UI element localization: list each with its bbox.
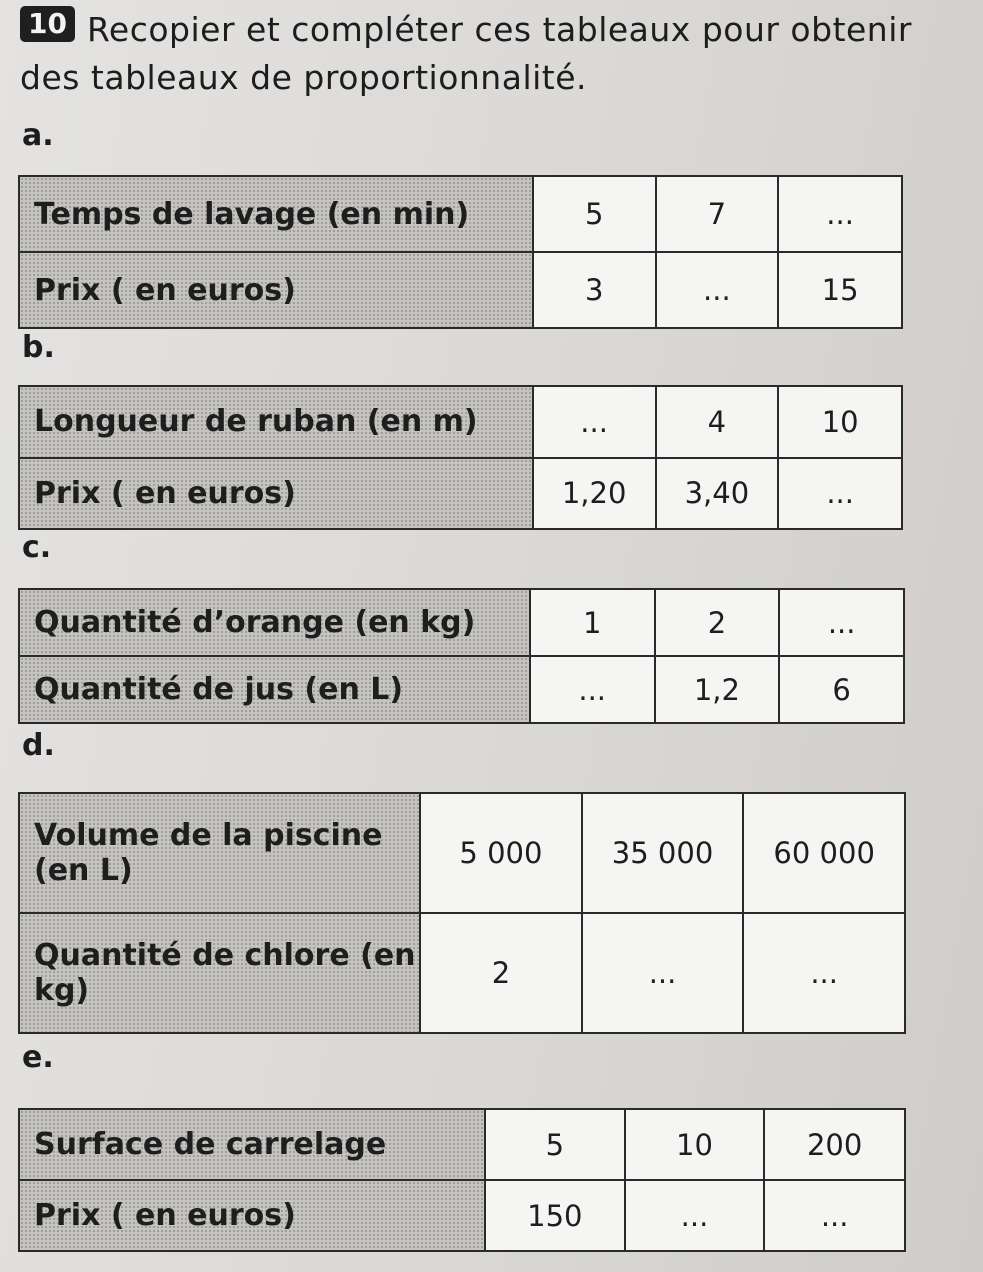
table-e: [18, 1108, 906, 1252]
table-cell: 6: [779, 656, 904, 723]
exercise-instruction: Recopier et compléter ces tableaux pour obtenir des tableaux de proportionnalité.: [20, 10, 912, 97]
table-cell: 2: [420, 913, 582, 1033]
table-row: [19, 793, 905, 913]
table-cell: ...: [582, 913, 744, 1033]
table-cell: 4: [656, 386, 779, 458]
table-e-label: e.: [22, 1040, 54, 1075]
table-row: [19, 1109, 905, 1180]
table-cell: 150: [485, 1180, 625, 1251]
row-header: Quantité de jus (en L): [19, 656, 530, 723]
table-cell: 7: [656, 176, 779, 252]
row-header: Quantité d’orange (en kg): [19, 589, 530, 656]
table-cell: 200: [764, 1109, 905, 1180]
table-cell: 1: [530, 589, 655, 656]
table-c-label: c.: [22, 530, 52, 565]
table-cell: 5: [485, 1109, 625, 1180]
table-cell: 5: [533, 176, 656, 252]
row-header: Volume de la piscine (en L): [19, 793, 420, 913]
table-a-label: a.: [22, 118, 54, 153]
table-row: [19, 656, 904, 723]
row-header: Prix ( en euros): [19, 1180, 485, 1251]
table-cell: 2: [655, 589, 780, 656]
table-row: [19, 913, 905, 1033]
row-header: Temps de lavage (en min): [19, 176, 533, 252]
row-header: Surface de carrelage: [19, 1109, 485, 1180]
table-cell: ...: [533, 386, 656, 458]
table-cell: ...: [530, 656, 655, 723]
table-cell: ...: [778, 176, 902, 252]
exercise-header: [20, 6, 960, 102]
table-cell: 15: [778, 252, 902, 328]
table-cell: 10: [625, 1109, 765, 1180]
table-a: [18, 175, 903, 329]
row-header: Prix ( en euros): [19, 458, 533, 530]
row-header: Prix ( en euros): [19, 252, 533, 328]
table-cell: 5 000: [420, 793, 582, 913]
table-d: [18, 792, 906, 1034]
table-b: [18, 385, 903, 530]
table-row: [19, 1180, 905, 1251]
table-c: [18, 588, 905, 724]
table-row: [19, 589, 904, 656]
row-header: Quantité de chlore (en kg): [19, 913, 420, 1033]
table-cell: 3,40: [656, 458, 779, 530]
table-cell: ...: [779, 589, 904, 656]
table-row: [19, 458, 902, 530]
table-row: [19, 252, 902, 328]
table-cell: ...: [625, 1180, 765, 1251]
table-cell: 60 000: [743, 793, 905, 913]
table-cell: 3: [533, 252, 656, 328]
row-header: Longueur de ruban (en m): [19, 386, 533, 458]
table-cell: ...: [764, 1180, 905, 1251]
table-cell: 10: [778, 386, 902, 458]
table-row: [19, 176, 902, 252]
table-cell: ...: [743, 913, 905, 1033]
table-cell: 1,2: [655, 656, 780, 723]
table-cell: 1,20: [533, 458, 656, 530]
table-d-label: d.: [22, 728, 55, 763]
exercise-number: 10: [20, 6, 75, 42]
table-b-label: b.: [22, 330, 55, 365]
table-cell: ...: [656, 252, 779, 328]
table-cell: 35 000: [582, 793, 744, 913]
table-cell: ...: [778, 458, 902, 530]
table-row: [19, 386, 902, 458]
